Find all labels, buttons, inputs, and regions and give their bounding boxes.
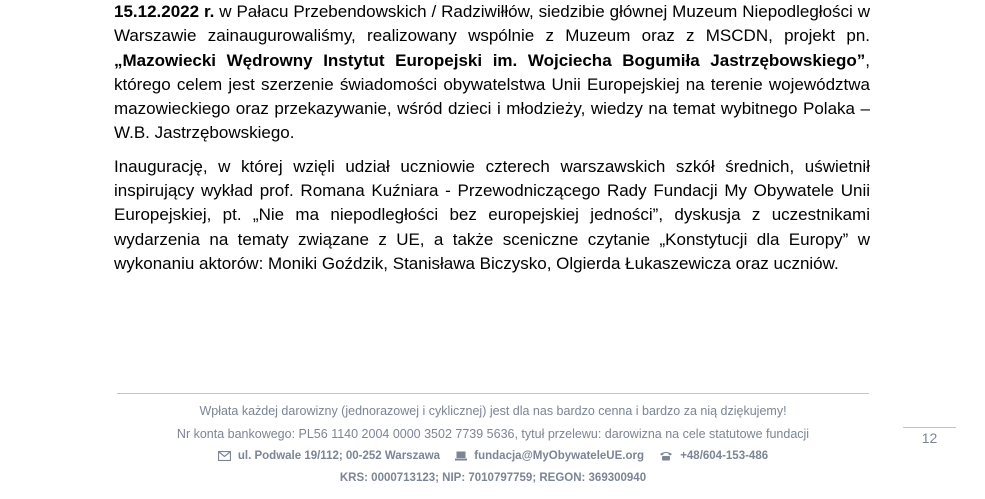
footer-registry-numbers: KRS: 0000713123; NIP: 7010797759; REGON: 369300940 [339, 472, 647, 484]
footer-phone-text: +48/604-153-486 [680, 450, 769, 462]
paragraph-1 [114, 0, 870, 146]
footer-contact-line [117, 450, 869, 464]
footer-email-text[interactable]: fundacja@MyObywateleUE.org [474, 450, 644, 462]
event-date: 15.12.2022 r. [114, 2, 215, 21]
footer-divider [117, 393, 869, 394]
footer-bank-account: Nr konta bankowego: PL56 1140 2004 0000 3502 7739 5636, tytuł przelewu: darowizna na cele statutowe fundacji [176, 427, 810, 441]
telephone-icon [659, 451, 673, 461]
footer-email[interactable] [455, 450, 644, 462]
page-number: 12 [921, 430, 938, 446]
laptop-icon [455, 451, 467, 461]
footer-address-text: ul. Podwale 19/112; 00-252 Warszawa [237, 450, 441, 462]
paragraph-2: Inaugurację, w której wzięli udział uczniowie czterech warszawskich szkół średnich, uświetnił inspirujący wykład prof. Romana Kuźniara - Przewodniczącego Rady Fundacji My Obywatele Unii Europejskiej, pt. „Nie ma niepodległości bez europejskiej jedności”, dyskusja z uczestnikami wydarzenia na tematy związane z UE, a także sceniczne czytanie „Konstytucji dla Europy” w wykonaniu aktorów: Moniki Goździk, Stanisława Biczysko, Olgierda Łukaszewicza oraz uczniów. [114, 156, 870, 273]
footer-phone [659, 450, 768, 462]
footer-donation-thanks: Wpłata każdej darowizny (jednorazowej i cyklicznej) jest dla nas bardzo cenna i bardzo za nią dziękujemy! [199, 404, 787, 418]
page-number-divider [903, 427, 956, 428]
paragraph-1-text-b: , którego celem jest szerzenie świadomości obywatelstwa Unii Europejskiej na terenie województwa mazowieckiego oraz przekazywanie, wśród dzieci i młodzieży, wiedzy na temat wybitnego Polaka – W.B. Jastrzębowskiego. [114, 50, 870, 143]
project-name: „Mazowiecki Wędrowny Instytut Europejski im. Wojciecha Bogumiła Jastrzębowskiego” [114, 50, 866, 70]
footer-address [218, 450, 440, 462]
document-body [114, 0, 870, 276]
paragraph-1-text-a: w Pałacu Przebendowskich / Radziwiłłów, siedzibie głównej Muzeum Niepodległości w Warszawie zainaugurowaliśmy, realizowany wspólnie z Muzeum oraz z MSCDN, projekt pn. [114, 2, 870, 46]
envelope-icon [218, 451, 231, 461]
